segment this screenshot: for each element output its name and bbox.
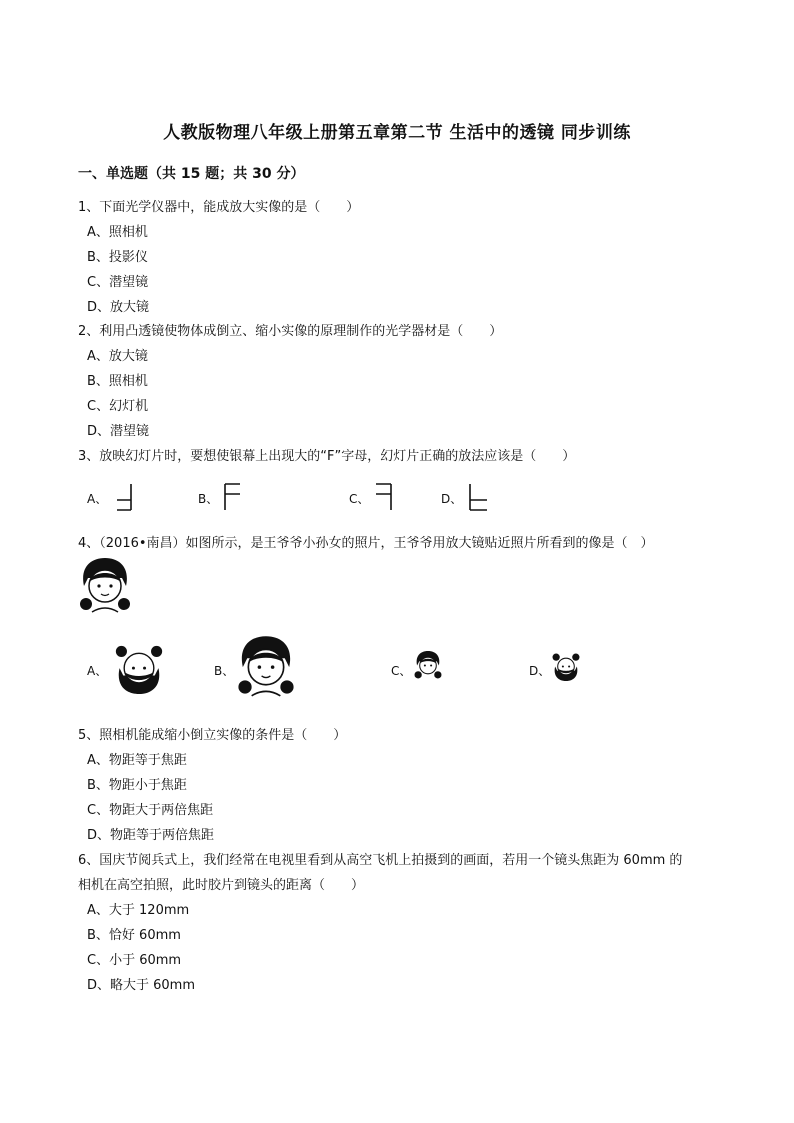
q2-option-c: C、幻灯机 bbox=[87, 399, 149, 414]
q3-label-c: C、 bbox=[349, 492, 370, 506]
q1-option-a: A、照相机 bbox=[87, 225, 148, 240]
question-3: 3、放映幻灯片时，要想使银幕上出现大的“F”字母，幻灯片正确的放法应该是（ ） bbox=[78, 449, 576, 464]
q4-label-a: A、 bbox=[87, 664, 108, 678]
q4-image-c-upright-small bbox=[414, 648, 442, 682]
question-1: 1、下面光学仪器中，能成放大实像的是（ ） bbox=[78, 200, 360, 215]
q2-option-b: B、照相机 bbox=[87, 374, 148, 389]
q6-option-d: D、略大于 60mm bbox=[87, 978, 196, 993]
q5-option-c: C、物距大于两倍焦距 bbox=[87, 803, 214, 818]
question-6-line-2: 相机在高空拍照，此时胶片到镜头的距离（ ） bbox=[78, 878, 365, 893]
q5-option-a: A、物距等于焦距 bbox=[87, 753, 187, 768]
q3-label-b: B、 bbox=[198, 492, 219, 506]
q3-slide-b-glyph bbox=[220, 482, 244, 512]
q1-option-c: C、潜望镜 bbox=[87, 275, 149, 290]
girl-photo-original bbox=[78, 556, 132, 614]
q3-label-d: D、 bbox=[441, 492, 463, 506]
q1-option-b: B、投影仪 bbox=[87, 250, 148, 265]
q3-label-a: A、 bbox=[87, 492, 108, 506]
question-5: 5、照相机能成缩小倒立实像的条件是（ ） bbox=[78, 728, 347, 743]
q4-label-b: B、 bbox=[214, 664, 235, 678]
q4-image-d-inverted-small bbox=[552, 650, 580, 684]
q3-slide-c-glyph bbox=[372, 482, 396, 512]
q6-option-b: B、恰好 60mm bbox=[87, 928, 181, 943]
q2-option-a: A、放大镜 bbox=[87, 349, 148, 364]
q6-option-c: C、小于 60mm bbox=[87, 953, 182, 968]
question-4: 4、（2016•南昌）如图所示，是王爷爷小孙女的照片，王爷爷用放大镜贴近照片所看到的像是（ ） bbox=[78, 536, 654, 551]
q1-option-d: D、放大镜 bbox=[87, 300, 150, 315]
q5-option-d: D、物距等于两倍焦距 bbox=[87, 828, 215, 843]
page-title: 人教版物理八年级上册第五章第二节 生活中的透镜 同步训练 bbox=[163, 123, 631, 143]
question-6-line-1: 6、国庆节阅兵式上，我们经常在电视里看到从高空飞机上拍摄到的画面，若用一个镜头焦距为 60mm 的 bbox=[78, 853, 683, 868]
section-heading: 一、单选题（共 15 题；共 30 分） bbox=[78, 166, 305, 182]
q2-option-d: D、潜望镜 bbox=[87, 424, 150, 439]
q4-label-c: C、 bbox=[391, 664, 412, 678]
q4-image-b-upright-enlarged bbox=[236, 634, 296, 698]
q3-slide-a-glyph bbox=[113, 482, 137, 512]
question-2: 2、利用凸透镜使物体成倒立、缩小实像的原理制作的光学器材是（ ） bbox=[78, 324, 503, 339]
q3-slide-d-glyph bbox=[463, 482, 491, 512]
q6-option-a: A、大于 120mm bbox=[87, 903, 190, 918]
q5-option-b: B、物距小于焦距 bbox=[87, 778, 187, 793]
q4-image-a-inverted bbox=[114, 636, 164, 702]
q4-label-d: D、 bbox=[529, 664, 551, 678]
